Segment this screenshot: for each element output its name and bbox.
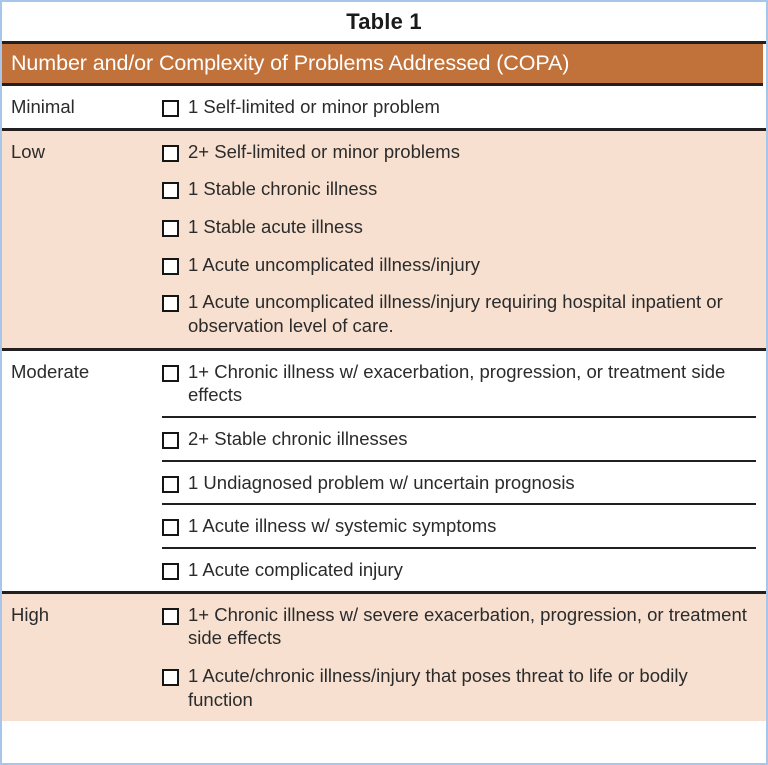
criteria-item[interactable]	[162, 547, 756, 591]
criteria-item-label: 2+ Stable chronic illnesses	[188, 428, 408, 450]
checkbox-icon[interactable]	[162, 476, 177, 491]
criteria-item[interactable]	[162, 253, 756, 291]
table-body	[2, 86, 766, 721]
criteria-item-label: 1+ Chronic illness w/ severe exacerbation, progression, or treatment side effects	[188, 603, 747, 649]
checkbox-icon[interactable]	[162, 258, 177, 273]
checkbox-icon[interactable]	[162, 365, 177, 380]
severity-label: Low	[11, 140, 45, 162]
criteria-item-label: 1 Acute uncomplicated illness/injury	[188, 253, 481, 275]
checkbox-icon[interactable]	[162, 519, 177, 534]
checkbox-icon[interactable]	[162, 608, 177, 623]
criteria-item-label: 1 Acute uncomplicated illness/injury requiring hospital inpatient or observation level of care.	[188, 291, 723, 337]
criteria-item-label: 1 Acute/chronic illness/injury that poses threat to life or bodily function	[188, 665, 688, 710]
criteria-item-label: 1 Undiagnosed problem w/ uncertain prognosis	[188, 471, 575, 493]
checkbox-icon[interactable]	[162, 295, 177, 310]
criteria-item[interactable]	[162, 351, 756, 416]
criteria-list	[162, 351, 766, 591]
criteria-item[interactable]	[162, 603, 756, 664]
severity-label: Moderate	[11, 360, 90, 382]
criteria-item-label: 1 Stable chronic illness	[188, 178, 378, 200]
checkbox-icon[interactable]	[162, 432, 177, 447]
criteria-item[interactable]	[162, 290, 756, 347]
criteria-list	[162, 131, 766, 348]
table-header-label: Number and/or Complexity of Problems Addressed (COPA)	[11, 51, 570, 75]
checkbox-icon[interactable]	[162, 669, 177, 684]
criteria-item-label: 1 Stable acute illness	[188, 216, 363, 238]
severity-section	[2, 594, 766, 722]
checkbox-icon[interactable]	[162, 182, 177, 197]
table-title-band	[2, 2, 766, 44]
criteria-item-label: 1+ Chronic illness w/ exacerbation, progression, or treatment side effects	[188, 360, 726, 406]
table-header-band	[2, 44, 763, 86]
page-title: Table 1	[346, 8, 422, 34]
criteria-item[interactable]	[162, 664, 756, 721]
severity-label: Minimal	[11, 96, 75, 117]
checkbox-icon[interactable]	[162, 220, 177, 235]
checkbox-icon[interactable]	[162, 563, 177, 578]
criteria-list	[162, 86, 766, 128]
criteria-item[interactable]	[162, 460, 756, 504]
criteria-item[interactable]	[162, 140, 756, 178]
criteria-item-label: 1 Self-limited or minor problem	[188, 96, 440, 117]
severity-section	[2, 131, 766, 351]
criteria-item-label: 2+ Self-limited or minor problems	[188, 140, 460, 162]
criteria-list	[162, 594, 766, 722]
criteria-item[interactable]	[162, 503, 756, 547]
severity-section	[2, 351, 766, 594]
criteria-item-label: 1 Acute complicated injury	[188, 559, 403, 581]
criteria-item[interactable]	[162, 416, 756, 460]
checkbox-icon[interactable]	[162, 100, 177, 115]
criteria-item[interactable]	[162, 86, 756, 128]
criteria-item[interactable]	[162, 177, 756, 215]
severity-section	[2, 86, 766, 131]
criteria-item-label: 1 Acute illness w/ systemic symptoms	[188, 515, 497, 537]
severity-label: High	[11, 603, 50, 625]
checkbox-icon[interactable]	[162, 145, 177, 160]
criteria-item[interactable]	[162, 215, 756, 253]
